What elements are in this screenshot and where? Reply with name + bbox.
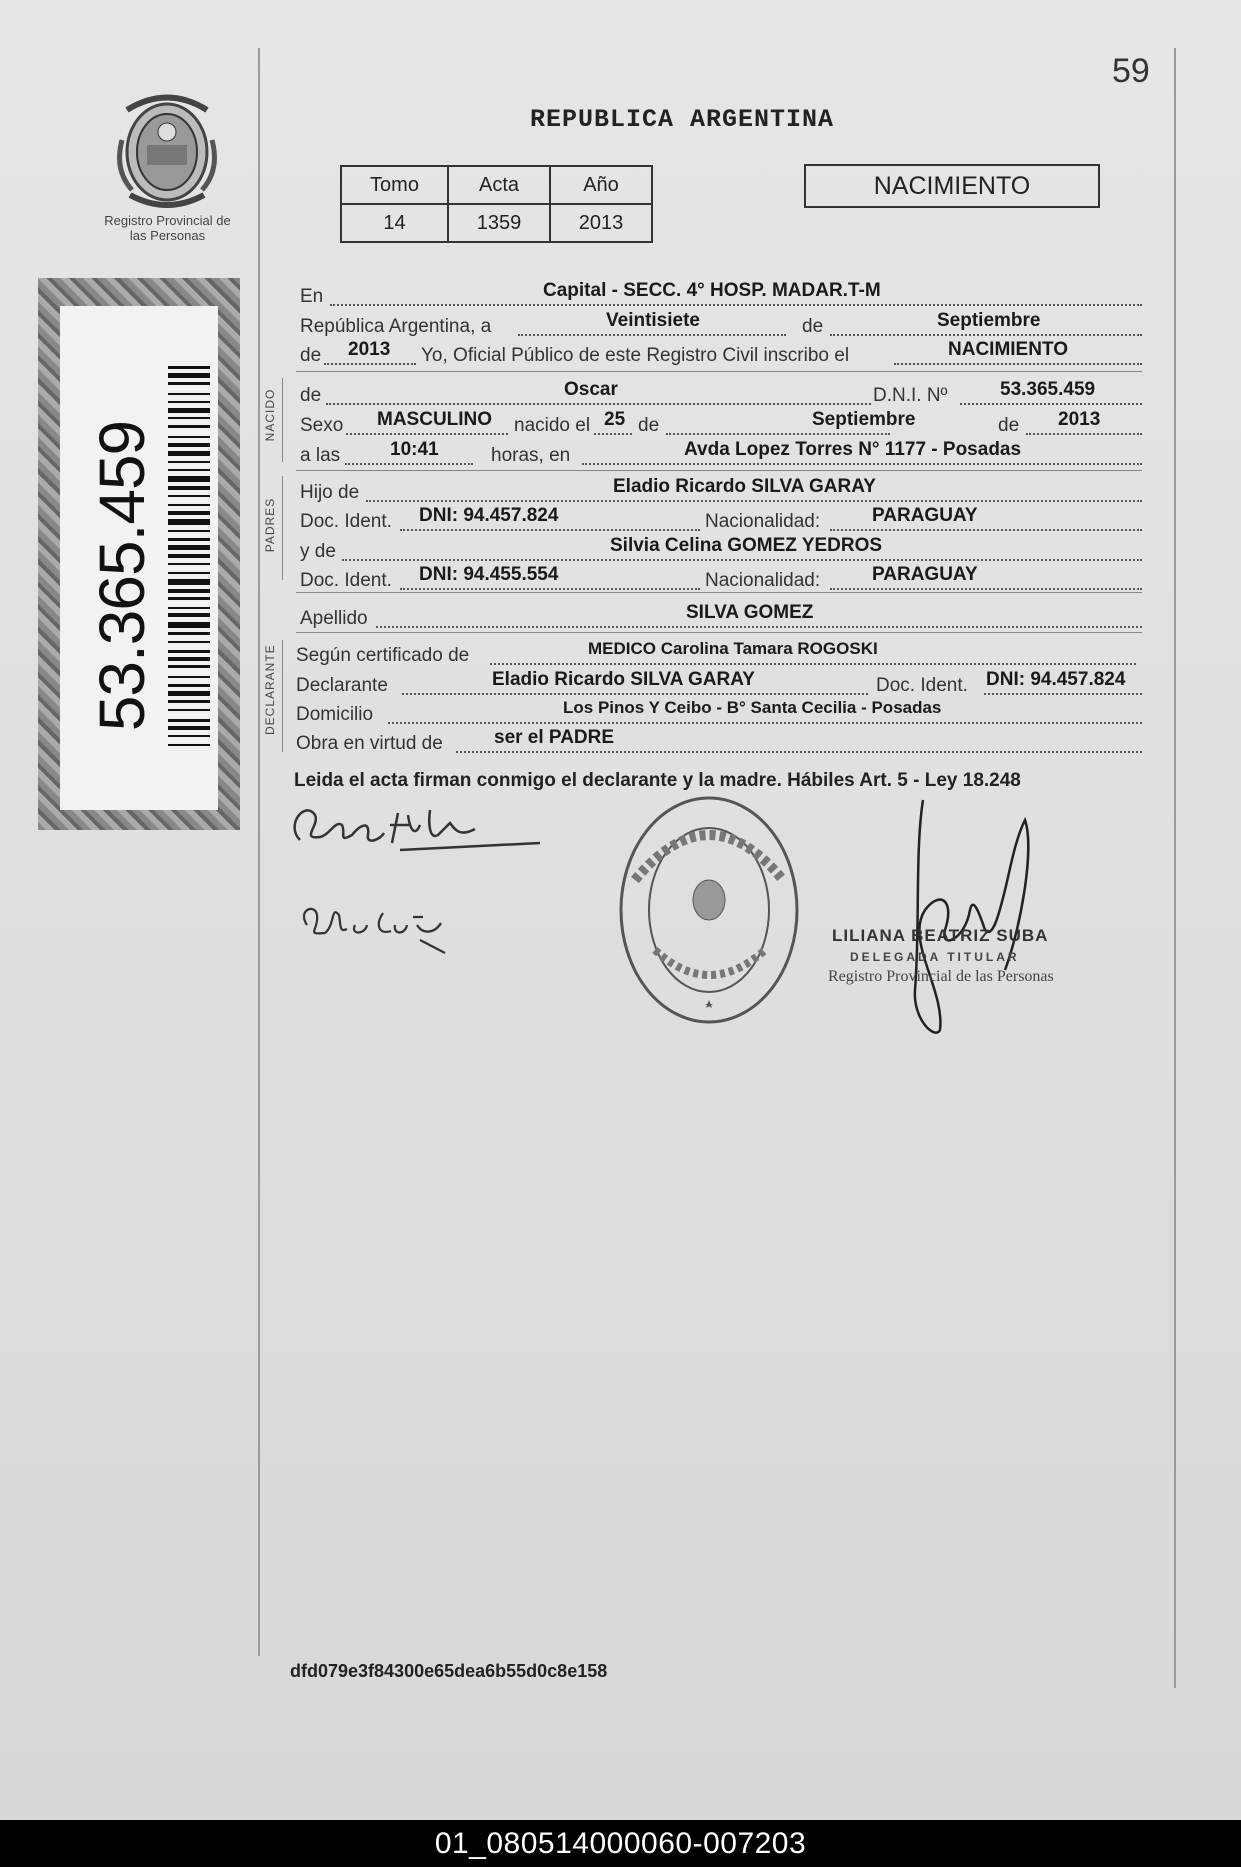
- separator: [296, 592, 1142, 593]
- apellido-value: SILVA GOMEZ: [686, 602, 814, 623]
- apellido-label: Apellido: [300, 608, 368, 629]
- declarante-bracket: [282, 640, 283, 752]
- certificado-value: MEDICO Carolina Tamara ROGOSKI: [588, 639, 878, 658]
- row-apellido: [300, 604, 1142, 632]
- row-certificado: [296, 639, 1142, 669]
- dia-nacimiento-value: 25: [604, 409, 626, 430]
- left-margin-line: [258, 48, 260, 1656]
- separator: [296, 632, 1142, 633]
- horas-en-label: horas, en: [491, 445, 571, 466]
- anio-value: 2013: [348, 339, 391, 360]
- separator: [296, 371, 1142, 372]
- official-name: LILIANA BEATRIZ SUBA: [832, 926, 1049, 945]
- dotted-line: [894, 363, 1142, 365]
- doc-ident-label: Doc. Ident.: [876, 675, 968, 696]
- strip-inner: [60, 306, 218, 810]
- anio-value: 2013: [550, 204, 652, 242]
- nacionalidad-label: Nacionalidad:: [705, 511, 821, 532]
- anio-header: Año: [550, 166, 652, 204]
- dotted-line: [830, 529, 1142, 531]
- dotted-line: [376, 626, 1142, 628]
- dotted-line: [1026, 433, 1142, 435]
- section-label-declarante: DECLARANTE: [263, 644, 277, 735]
- tomo-value: 14: [341, 204, 448, 242]
- page-number: 59: [1112, 52, 1150, 90]
- inscribo-text: Yo, Oficial Público de este Registro Civil inscribo el: [421, 345, 850, 366]
- row-madre: [300, 537, 1142, 565]
- dotted-line: [830, 334, 1142, 336]
- right-margin-line: [1174, 48, 1176, 1688]
- dotted-line: [345, 463, 473, 465]
- dotted-line: [330, 304, 1142, 306]
- declarante-doc-value: DNI: 94.457.824: [986, 669, 1126, 690]
- registro-label: Registro Provincial de las Personas: [104, 213, 231, 243]
- declarante-label: Declarante: [296, 675, 388, 696]
- dotted-line: [388, 722, 1142, 724]
- domicilio-label: Domicilio: [296, 704, 374, 725]
- lugar-value: Capital - SECC. 4° HOSP. MADAR.T-M: [543, 280, 881, 301]
- hijo-de-label: Hijo de: [300, 482, 360, 503]
- sexo-label: Sexo: [300, 415, 344, 436]
- hora-value: 10:41: [390, 439, 439, 460]
- republica-label: República Argentina, a: [300, 316, 492, 337]
- padre-nombre-value: Eladio Ricardo SILVA GARAY: [613, 476, 876, 497]
- official-signature: [885, 790, 1060, 1050]
- mes-nacimiento-value: Septiembre: [812, 409, 916, 430]
- acta-value: 1359: [448, 204, 550, 242]
- a-las-label: a las: [300, 445, 341, 466]
- padres-bracket: [282, 476, 283, 580]
- dotted-line: [518, 334, 786, 336]
- de-label: de: [638, 415, 660, 436]
- row-hora: [300, 441, 1142, 469]
- row-en: [300, 282, 1142, 310]
- dotted-line: [324, 363, 416, 365]
- obra-label: Obra en virtud de: [296, 733, 443, 754]
- padre-nacionalidad-value: PARAGUAY: [872, 505, 978, 526]
- section-label-nacido: NACIDO: [263, 388, 277, 442]
- row-madre-doc: [300, 566, 1142, 594]
- dotted-line: [400, 588, 700, 590]
- row-declarante: [296, 669, 1142, 699]
- row-sexo: [300, 411, 1142, 439]
- dotted-line: [346, 433, 508, 435]
- en-label: En: [300, 286, 324, 307]
- nacionalidad-label: Nacionalidad:: [705, 570, 821, 591]
- closing-text: Leida el acta firman conmigo el declarante y la madre. Hábiles Art. 5 - Ley 18.248: [294, 770, 1021, 791]
- record-type-box: NACIMIENTO: [804, 164, 1100, 208]
- dotted-line: [594, 433, 632, 435]
- nombre-value: Oscar: [564, 379, 618, 400]
- page-title: REPUBLICA ARGENTINA: [530, 105, 835, 134]
- misiones-emblem: [112, 90, 222, 210]
- de-label: de: [300, 385, 322, 406]
- lugar-nacimiento-value: Avda Lopez Torres N° 1177 - Posadas: [684, 439, 1022, 460]
- declarante-signature: [280, 795, 560, 865]
- certificado-label: Según certificado de: [296, 645, 470, 666]
- dni-label: D.N.I. Nº: [873, 385, 948, 406]
- dotted-line: [326, 403, 871, 405]
- barcode-icon: [168, 366, 210, 746]
- dotted-line: [490, 663, 1136, 665]
- dotted-line: [342, 559, 1142, 561]
- dotted-line: [456, 751, 1142, 753]
- dia-value: Veintisiete: [606, 310, 700, 331]
- row-inscribo: [300, 341, 1142, 369]
- de-label: de: [300, 345, 322, 366]
- declarante-value: Eladio Ricardo SILVA GARAY: [492, 669, 755, 690]
- inscribo-value: NACIMIENTO: [948, 339, 1068, 360]
- dotted-line: [830, 588, 1142, 590]
- nacido-el-label: nacido el: [514, 415, 591, 436]
- padre-doc-value: DNI: 94.457.824: [419, 505, 559, 526]
- dotted-line: [960, 403, 1142, 405]
- mes-value: Septiembre: [937, 310, 1041, 331]
- barcode-id-number: 53.365.459: [86, 420, 158, 732]
- dotted-line: [984, 693, 1142, 695]
- dotted-line: [366, 500, 1142, 502]
- sexo-value: MASCULINO: [377, 409, 493, 430]
- row-padre: [300, 478, 1142, 506]
- official-stamp: [615, 790, 803, 1030]
- doc-ident-label: Doc. Ident.: [300, 511, 392, 532]
- dotted-line: [582, 463, 1142, 465]
- barcode-strip: [38, 278, 240, 830]
- nacido-bracket: [282, 378, 283, 462]
- dotted-line: [400, 529, 700, 531]
- row-padre-doc: [300, 507, 1142, 535]
- acta-header: Acta: [448, 166, 550, 204]
- dni-value: 53.365.459: [1000, 379, 1096, 400]
- y-de-label: y de: [300, 541, 336, 562]
- section-label-padres: PADRES: [263, 497, 277, 553]
- de-label: de: [998, 415, 1020, 436]
- official-role: DELEGADA TITULAR: [850, 950, 1020, 964]
- tomo-header: Tomo: [341, 166, 448, 204]
- separator: [296, 470, 1142, 471]
- madre-nombre-value: Silvia Celina GOMEZ YEDROS: [610, 535, 883, 556]
- row-domicilio: [296, 698, 1142, 728]
- de-label: de: [802, 316, 824, 337]
- row-nombre: [300, 381, 1142, 409]
- madre-nacionalidad-value: PARAGUAY: [872, 564, 978, 585]
- document-hash: dfd079e3f84300e65dea6b55d0c8e158: [290, 1661, 608, 1681]
- row-republica: [300, 312, 1142, 340]
- tomo-acta-table: [340, 165, 653, 243]
- dotted-line: [666, 433, 890, 435]
- doc-ident-label: Doc. Ident.: [300, 570, 392, 591]
- anio-nacimiento-value: 2013: [1058, 409, 1101, 430]
- madre-signature: [295, 895, 455, 955]
- obra-value: ser el PADRE: [494, 727, 615, 748]
- madre-doc-value: DNI: 94.455.554: [419, 564, 559, 585]
- domicilio-value: Los Pinos Y Ceibo - B° Santa Cecilia - Posadas: [563, 698, 942, 717]
- row-obra: [296, 727, 1142, 757]
- image-filename-footer: 01_080514000060-007203: [0, 1820, 1241, 1867]
- official-org: Registro Provincial de las Personas: [828, 968, 1054, 985]
- dotted-line: [402, 693, 868, 695]
